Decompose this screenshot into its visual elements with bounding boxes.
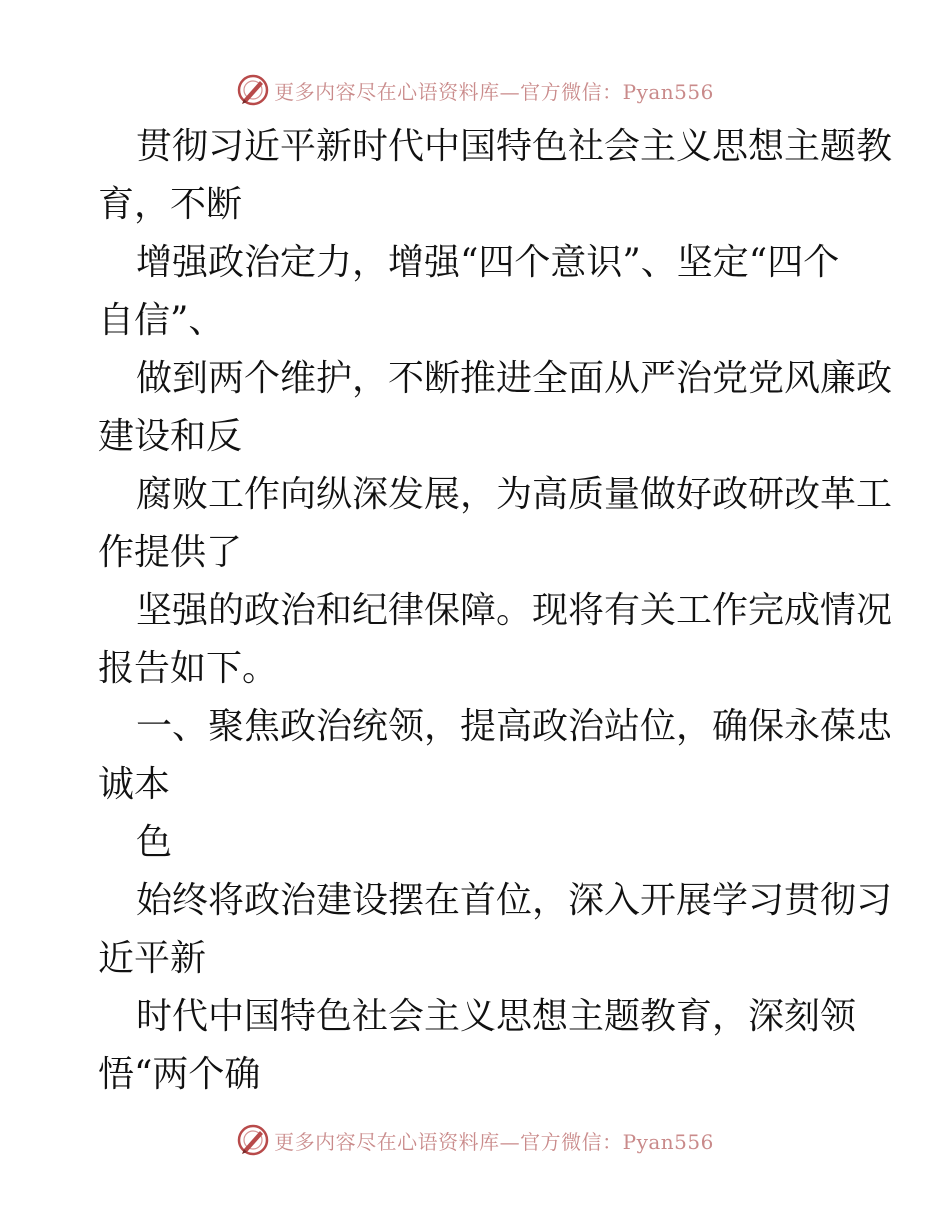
header-watermark <box>0 70 950 110</box>
text-line: 始终将政治建设摆在首位，深入开展学习贯彻习 <box>136 880 893 921</box>
section-heading-line: 一、聚焦政治统领，提高政治站位，确保永葆忠 <box>136 706 893 747</box>
text-line: 作提供了 <box>98 532 243 573</box>
text-line: 育，不断 <box>98 184 243 225</box>
text-line: 建设和反 <box>98 416 243 457</box>
section-heading-line: 诚本 <box>98 764 171 805</box>
document-body <box>98 118 893 1104</box>
footer-watermark-text: 更多内容尽在心语资料库—官方微信：Pyan556 <box>274 1129 714 1154</box>
text-line: 做到两个维护，不断推进全面从严治党党风廉政 <box>136 358 893 399</box>
text-line: 腐败工作向纵深发展，为高质量做好政研改革工 <box>136 474 893 515</box>
text-line: 坚强的政治和纪律保障。现将有关工作完成情况 <box>136 590 893 631</box>
section-heading-line: 色 <box>136 822 173 863</box>
text-line: 贯彻习近平新时代中国特色社会主义思想主题教 <box>136 126 893 167</box>
footer-watermark <box>0 1120 950 1160</box>
header-watermark-text: 更多内容尽在心语资料库—官方微信：Pyan556 <box>274 79 714 104</box>
text-line: 自信”、 <box>98 300 225 341</box>
pen-logo-icon <box>236 73 270 107</box>
text-line: 增强政治定力，增强“四个意识”、坚定“四个 <box>136 242 840 283</box>
pen-logo-icon <box>236 1123 270 1157</box>
text-line: 时代中国特色社会主义思想主题教育，深刻领 <box>136 996 857 1037</box>
text-line: 报告如下。 <box>98 648 279 689</box>
text-line: 悟“两个确 <box>98 1054 261 1095</box>
text-line: 近平新 <box>98 938 207 979</box>
